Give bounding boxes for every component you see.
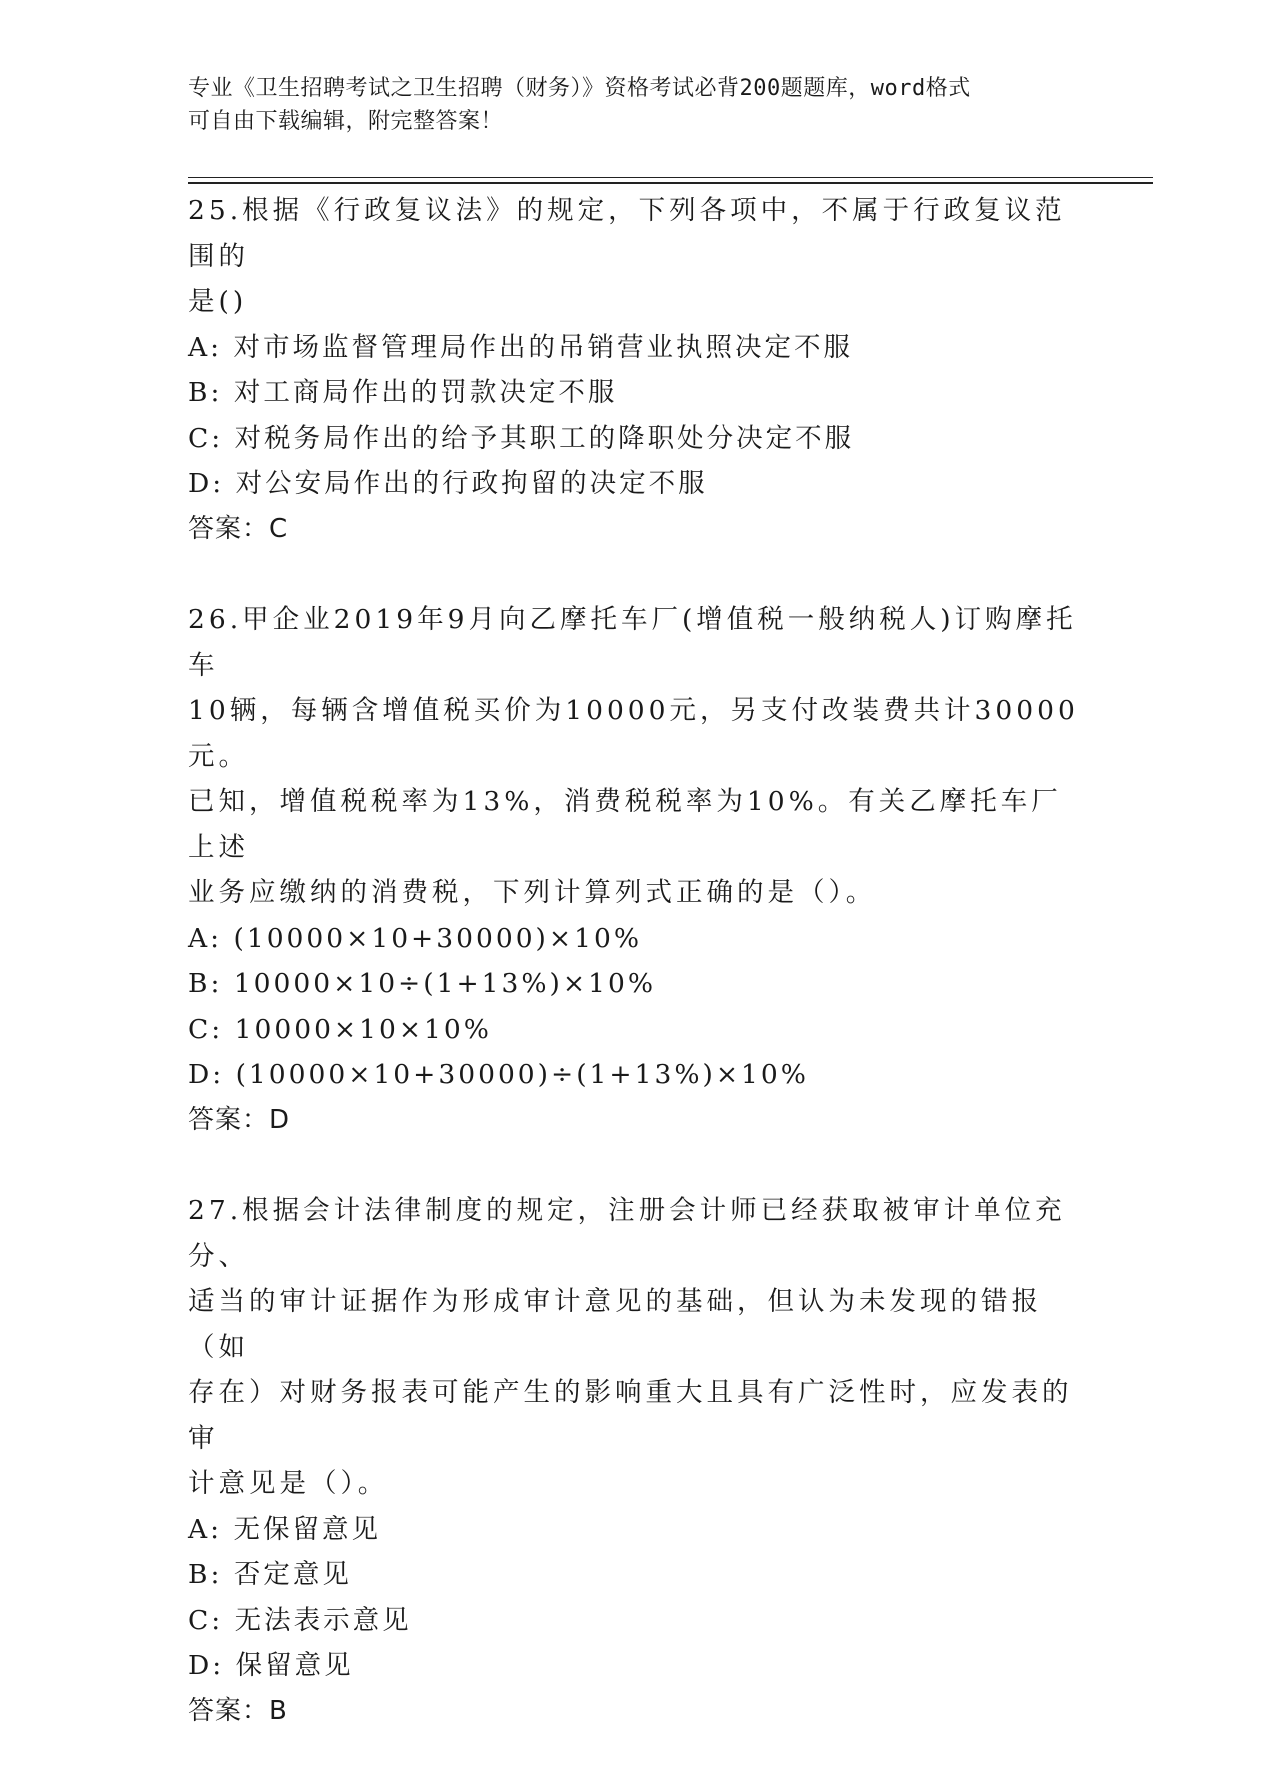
question-block xyxy=(188,188,1088,552)
option-d: D: 保留意见 xyxy=(188,1650,354,1681)
option-b: B: 对工商局作出的罚款决定不服 xyxy=(188,377,618,408)
header-line-2: 可自由下载编辑，附完整答案！ xyxy=(188,109,504,134)
option-a: A: 对市场监督管理局作出的吊销营业执照决定不服 xyxy=(188,331,853,363)
option-a: A: (10000×10+30000)×10% xyxy=(188,922,643,954)
header-line-1: 专业《卫生招聘考试之卫生招聘（财务）》资格考试必背200题题库，word格式 xyxy=(188,76,971,101)
answer-label: 答案：C xyxy=(188,513,289,544)
option-c: C: 对税务局作出的给予其职工的降职处分决定不服 xyxy=(188,422,855,454)
question-stem-line: 存在）对财务报表可能产生的影响重大且具有广泛性时，应发表的审 xyxy=(188,1377,1073,1454)
option-d: D: (10000×10+30000)÷(1+13%)×10% xyxy=(188,1059,809,1090)
question-stem-line: 业务应缴纳的消费税，下列计算列式正确的是（）。 xyxy=(188,877,877,908)
question-stem-line: 已知，增值税税率为13%，消费税税率为10%。有关乙摩托车厂上述 xyxy=(188,786,1062,863)
question-stem-line: 26.甲企业2019年9月向乙摩托车厂(增值税一般纳税人)订购摩托车 xyxy=(188,604,1077,681)
question-stem-line: 适当的审计证据作为形成审计意见的基础，但认为未发现的错报（如 xyxy=(188,1286,1042,1363)
option-a: A: 无保留意见 xyxy=(188,1513,381,1545)
question-block xyxy=(188,597,1088,1143)
option-b: B: 否定意见 xyxy=(188,1559,352,1590)
option-c: C: 10000×10×10% xyxy=(188,1013,492,1045)
question-stem-line: 是() xyxy=(188,286,248,317)
question-block xyxy=(188,1188,1088,1734)
document-body xyxy=(188,188,1088,1779)
answer-label: 答案：B xyxy=(188,1695,288,1726)
option-c: C: 无法表示意见 xyxy=(188,1604,412,1636)
header-divider xyxy=(188,177,1153,178)
header-divider-thick xyxy=(188,182,1153,184)
question-stem-line: 计意见是（）。 xyxy=(188,1468,389,1499)
option-d: D: 对公安局作出的行政拘留的决定不服 xyxy=(188,468,708,499)
question-stem-line: 27.根据会计法律制度的规定，注册会计师已经获取被审计单位充分、 xyxy=(188,1195,1066,1272)
question-stem-line: 10辆，每辆含增值税买价为10000元，另支付改装费共计30000元。 xyxy=(188,695,1079,772)
answer-label: 答案：D xyxy=(188,1104,291,1135)
document-header xyxy=(188,72,1068,138)
option-b: B: 10000×10÷(1+13%)×10% xyxy=(188,968,657,999)
question-stem-line: 25.根据《行政复议法》的规定，下列各项中，不属于行政复议范围的 xyxy=(188,195,1066,272)
